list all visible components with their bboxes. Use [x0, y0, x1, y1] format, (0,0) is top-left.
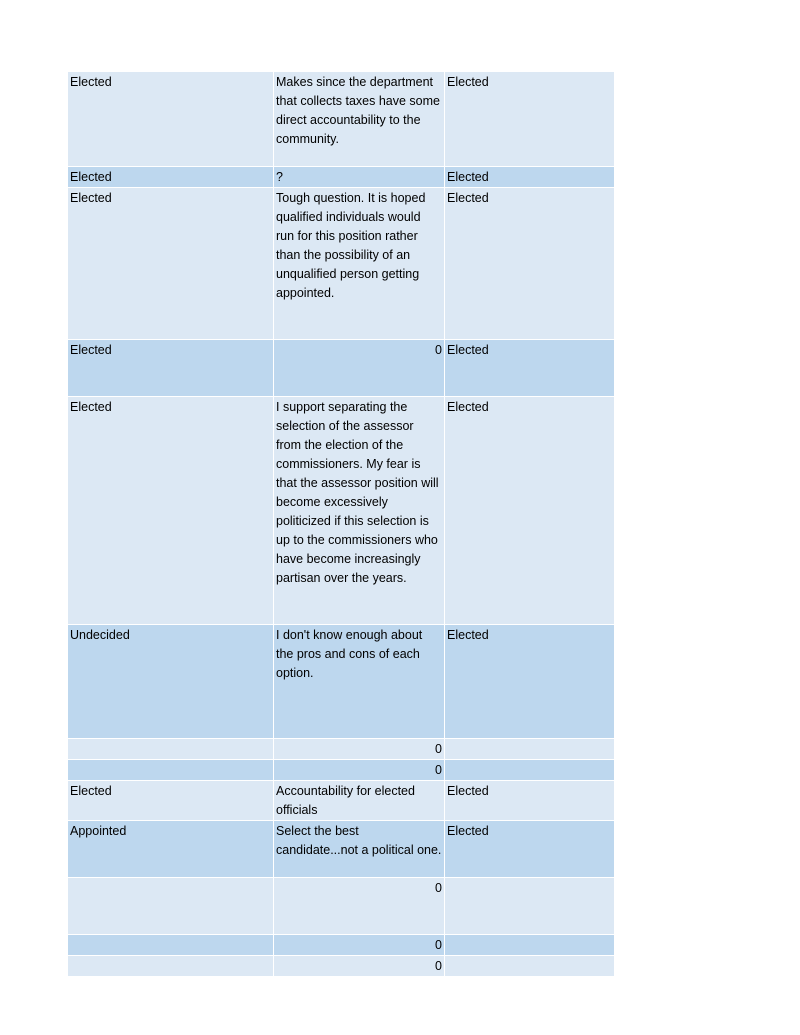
table-row: [68, 760, 615, 781]
cell-preference[interactable]: Elected: [68, 340, 274, 397]
cell-comment[interactable]: 0: [274, 956, 445, 977]
table-row: [68, 878, 615, 935]
cell-comment[interactable]: 0: [274, 760, 445, 781]
cell-comment[interactable]: Tough question. It is hoped qualified individuals would run for this position rather than the possibility of an unqualified person getting appointed.: [274, 188, 445, 340]
cell-comment[interactable]: Accountability for elected officials: [274, 781, 445, 821]
cell-choice[interactable]: [445, 739, 615, 760]
cell-preference[interactable]: Elected: [68, 188, 274, 340]
table-row: [68, 625, 615, 739]
cell-preference[interactable]: [68, 739, 274, 760]
cell-comment[interactable]: Makes since the department that collects taxes have some direct accountability to the community.: [274, 72, 445, 167]
table-row: [68, 935, 615, 956]
cell-preference[interactable]: Elected: [68, 397, 274, 625]
table-row: [68, 821, 615, 878]
cell-preference[interactable]: [68, 935, 274, 956]
cell-choice[interactable]: Elected: [445, 188, 615, 340]
table-row: [68, 397, 615, 625]
cell-preference[interactable]: [68, 956, 274, 977]
cell-choice[interactable]: Elected: [445, 340, 615, 397]
cell-comment[interactable]: I don't know enough about the pros and cons of each option.: [274, 625, 445, 739]
cell-choice[interactable]: Elected: [445, 625, 615, 739]
cell-choice[interactable]: Elected: [445, 821, 615, 878]
cell-choice[interactable]: [445, 760, 615, 781]
spreadsheet-table: [67, 71, 615, 977]
cell-preference[interactable]: Elected: [68, 72, 274, 167]
cell-choice[interactable]: Elected: [445, 397, 615, 625]
cell-preference[interactable]: [68, 760, 274, 781]
cell-comment[interactable]: I support separating the selection of the assessor from the election of the commissioners. My fear is that the assessor position will become excessively politicized if this selection is up to the commissioners who have become increasingly partisan over the years.: [274, 397, 445, 625]
cell-choice[interactable]: [445, 878, 615, 935]
cell-preference[interactable]: Elected: [68, 167, 274, 188]
cell-choice[interactable]: Elected: [445, 781, 615, 821]
cell-preference[interactable]: [68, 878, 274, 935]
cell-choice[interactable]: [445, 935, 615, 956]
cell-comment[interactable]: 0: [274, 935, 445, 956]
table-row: [68, 188, 615, 340]
cell-choice[interactable]: Elected: [445, 167, 615, 188]
table-row: [68, 739, 615, 760]
cell-choice[interactable]: Elected: [445, 72, 615, 167]
cell-preference[interactable]: Appointed: [68, 821, 274, 878]
cell-comment[interactable]: 0: [274, 739, 445, 760]
cell-choice[interactable]: [445, 956, 615, 977]
cell-comment[interactable]: 0: [274, 878, 445, 935]
table-row: [68, 781, 615, 821]
table-row: [68, 956, 615, 977]
table-row: [68, 340, 615, 397]
table-row: [68, 167, 615, 188]
cell-comment[interactable]: 0: [274, 340, 445, 397]
cell-preference[interactable]: Elected: [68, 781, 274, 821]
cell-comment[interactable]: Select the best candidate...not a political one.: [274, 821, 445, 878]
table-row: [68, 72, 615, 167]
cell-preference[interactable]: Undecided: [68, 625, 274, 739]
cell-comment[interactable]: ?: [274, 167, 445, 188]
